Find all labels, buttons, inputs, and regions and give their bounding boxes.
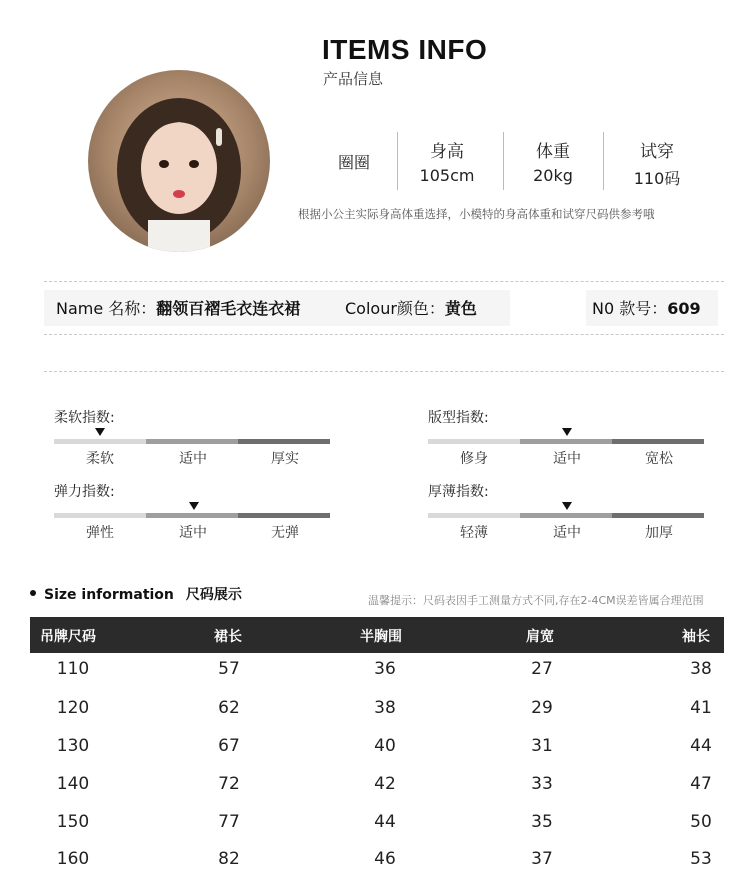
table-cell: 140 [56, 774, 90, 794]
index-bar-segment [146, 439, 238, 444]
stat-weight [508, 137, 598, 185]
model-photo [88, 70, 270, 252]
table-cell: 120 [56, 698, 90, 718]
index-option: 修身 [460, 451, 488, 467]
table-cell: 35 [531, 812, 553, 832]
index-bar-segment [146, 513, 238, 518]
stat-divider [503, 132, 504, 190]
table-cell: 82 [218, 849, 240, 869]
table-cell: 50 [690, 812, 712, 832]
index-marker [95, 428, 105, 436]
table-header-cell: 袖长 [682, 629, 710, 645]
index-bar-segment [428, 513, 520, 518]
table-cell: 38 [374, 698, 396, 718]
index-bar-segment [520, 439, 612, 444]
bullet-icon [30, 590, 36, 596]
dashed-divider [44, 334, 724, 335]
table-cell: 47 [690, 774, 712, 794]
table-cell: 46 [374, 849, 396, 869]
stat-divider [397, 132, 398, 190]
thickness-index-title: 厚薄指数: [428, 484, 489, 500]
table-cell: 38 [690, 659, 712, 679]
table-cell: 110 [56, 659, 90, 679]
index-bar-segment [54, 439, 146, 444]
index-bar-segment [428, 439, 520, 444]
model-note: 根据小公主实际身高体重选择，小模特的身高体重和试穿尺码供参考哦 [298, 207, 655, 221]
table-cell: 33 [531, 774, 553, 794]
size-heading-cn: 尺码展示 [185, 587, 242, 603]
table-cell: 62 [218, 698, 240, 718]
product-name [56, 296, 300, 319]
stat-value: 110码 [633, 169, 681, 188]
index-option: 轻薄 [460, 525, 488, 541]
product-number-label: N0 款号： [592, 299, 668, 318]
table-header-cell: 半胸围 [360, 629, 402, 645]
page-subtitle: 产品信息 [323, 70, 384, 88]
product-number [592, 296, 701, 319]
table-cell: 31 [531, 736, 553, 756]
table-cell: 37 [531, 849, 553, 869]
size-heading [30, 584, 242, 604]
table-cell: 36 [374, 659, 396, 679]
size-heading-en: Size information [44, 587, 174, 603]
index-option: 无弹 [271, 525, 299, 541]
stat-label: 体重 [536, 142, 570, 162]
table-cell: 41 [690, 698, 712, 718]
product-number-value: 609 [667, 299, 701, 318]
product-name-value: 翻领百褶毛衣连衣裙 [156, 299, 301, 318]
table-header-cell: 裙长 [214, 629, 242, 645]
index-bar-segment [612, 439, 704, 444]
table-cell: 57 [218, 659, 240, 679]
index-option: 厚实 [271, 451, 299, 467]
model-name: 圈圈 [338, 153, 371, 172]
table-cell: 150 [56, 812, 90, 832]
table-cell: 44 [690, 736, 712, 756]
stat-value: 20kg [533, 166, 573, 185]
product-colour-label: Colour颜色： [345, 299, 445, 318]
table-cell: 42 [374, 774, 396, 794]
table-header-cell: 肩宽 [526, 629, 554, 645]
index-option: 弹性 [86, 525, 114, 541]
index-bar-segment [520, 513, 612, 518]
stat-size [612, 137, 702, 189]
product-name-label: Name 名称： [56, 299, 157, 318]
index-bar-segment [54, 513, 146, 518]
table-header-cell: 吊牌尺码 [40, 629, 96, 645]
index-option: 宽松 [645, 451, 673, 467]
index-bar-segment [612, 513, 704, 518]
index-bar-segment [238, 513, 330, 518]
fit-index-title: 版型指数: [428, 410, 489, 426]
table-cell: 130 [56, 736, 90, 756]
product-colour [345, 296, 477, 319]
product-colour-value: 黄色 [444, 299, 477, 318]
index-option: 适中 [179, 525, 207, 541]
index-marker [562, 428, 572, 436]
index-option: 适中 [179, 451, 207, 467]
index-marker [189, 502, 199, 510]
softness-index-title: 柔软指数: [54, 410, 115, 426]
elasticity-index-title: 弹力指数: [54, 484, 115, 500]
table-cell: 67 [218, 736, 240, 756]
stat-label: 身高 [430, 142, 464, 162]
table-cell: 44 [374, 812, 396, 832]
table-cell: 160 [56, 849, 90, 869]
index-option: 加厚 [645, 525, 673, 541]
stat-value: 105cm [419, 166, 475, 185]
index-bar-segment [238, 439, 330, 444]
table-cell: 72 [218, 774, 240, 794]
table-cell: 27 [531, 659, 553, 679]
table-cell: 29 [531, 698, 553, 718]
stat-divider [603, 132, 604, 190]
dashed-divider [44, 281, 724, 282]
index-option: 适中 [553, 451, 581, 467]
index-option: 柔软 [86, 451, 114, 467]
size-tip: 温馨提示：尺码表因手工测量方式不同,存在2-4CM误差皆属合理范围 [368, 594, 704, 607]
page-title: ITEMS INFO [322, 34, 488, 65]
table-cell: 53 [690, 849, 712, 869]
index-marker [562, 502, 572, 510]
index-option: 适中 [553, 525, 581, 541]
table-cell: 77 [218, 812, 240, 832]
dashed-divider [44, 371, 724, 372]
table-cell: 40 [374, 736, 396, 756]
stat-height [402, 137, 492, 185]
stat-label: 试穿 [640, 142, 674, 162]
